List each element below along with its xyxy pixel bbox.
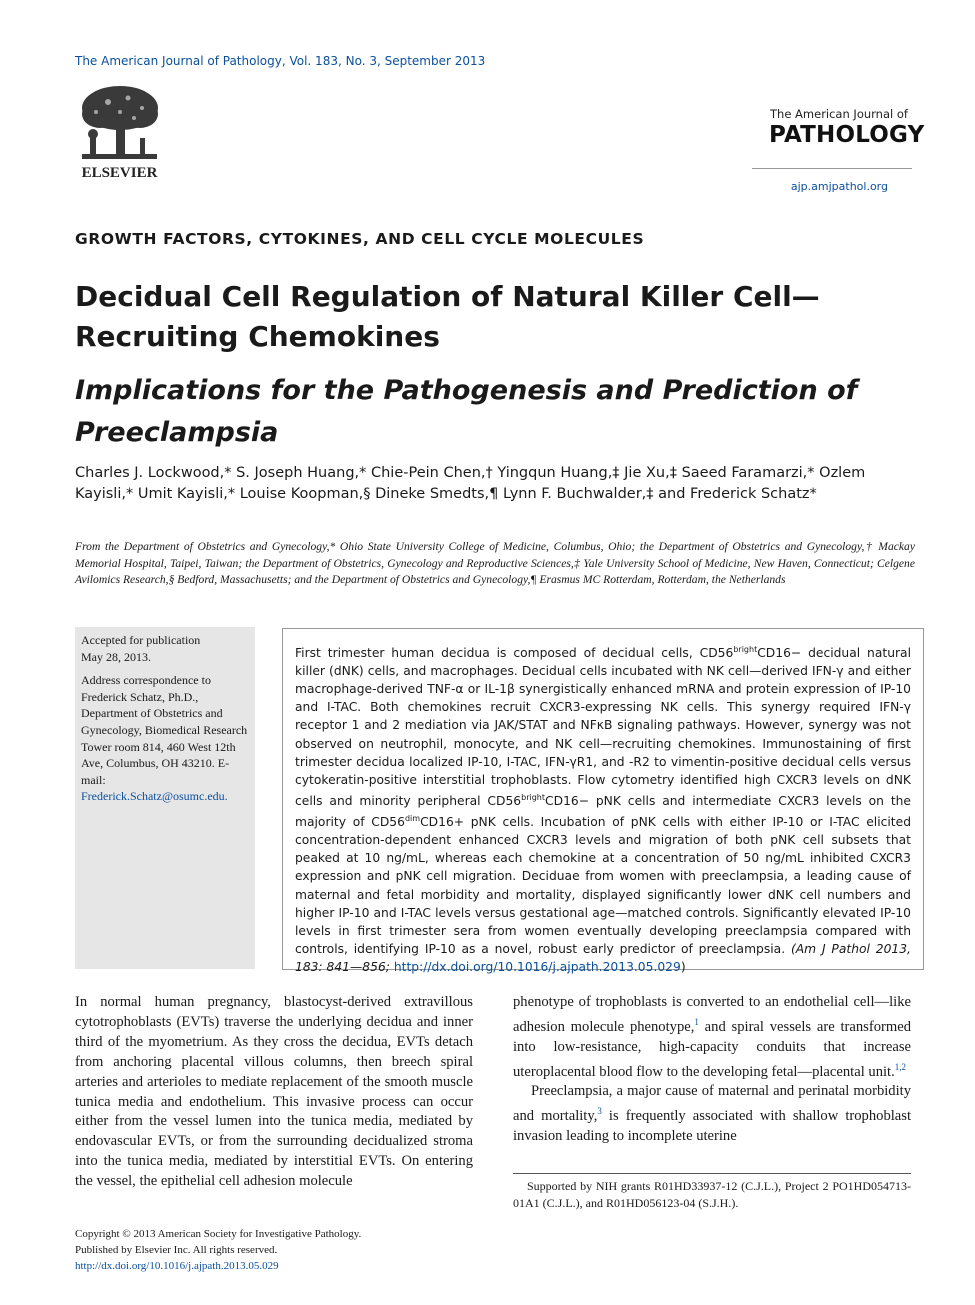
article-info-sidebar — [75, 627, 255, 969]
elsevier-logo — [72, 80, 167, 180]
body-text: is frequently associated with shallow trophoblast invasion leading to incomplete uterine — [513, 1108, 912, 1145]
body-column-left — [75, 993, 473, 1192]
article-title: Decidual Cell Regulation of Natural Killer Cell—Recruiting Chemokines — [75, 280, 820, 353]
journal-citation-line: The American Journal of Pathology, Vol. 183, No. 3, September 2013 — [75, 54, 486, 68]
body-column-right — [513, 993, 911, 1147]
reference-link[interactable]: 1 — [694, 1016, 699, 1027]
abstract-seg-1: First trimester human decidua is composed of decidual cells, CD56 — [295, 646, 734, 661]
reference-link[interactable]: 3 — [597, 1106, 602, 1117]
article-subtitle: Implications for the Pathogenesis and Prediction of Preeclampsia — [75, 375, 858, 448]
author-list: Charles J. Lockwood,* S. Joseph Huang,* Chie-Pein Chen,† Yingqun Huang,‡ Jie Xu,‡ Saeed Faramarzi,* Ozlem Kayisli,* Umit Kayisli,* Louise Koopman,§ Dineke Smedts,¶ Lynn F. Buchwalder,‡ and Frederick Schatz* — [75, 465, 866, 502]
reference-link[interactable]: 1,2 — [894, 1061, 906, 1072]
body-text: phenotype of trophoblasts is converted to an endothelial cell—like adhesion molecule phenotype, — [513, 994, 911, 1035]
funding-footnote: Supported by NIH grants R01HD33937-12 (C.J.L.), Project 2 PO1HD054713-01A1 (C.J.L.), and R01HD056123-04 (S.J.H.). — [513, 1179, 911, 1210]
abstract-close-paren: ) — [680, 959, 686, 974]
section-heading: GROWTH FACTORS, CYTOKINES, AND CELL CYCLE MOLECULES — [75, 230, 645, 248]
body-text: and spiral vessels are transformed into low-resistance, high-capacity conduits that increase uteroplacental blood flow to the developing fetal—placental unit. — [513, 1018, 911, 1080]
page-footer — [75, 1226, 361, 1274]
affiliations: From the Department of Obstetrics and Gynecology,* Ohio State University College of Medicine, Columbus, Ohio; the Department of Obstetrics and Gynecology,† Mackay Memorial Hospital, Taipei, Taiwan; the Department of Obstetrics, Gynecology and Reproductive Sciences,‡ Yale University School of Medicine, New Haven, Connecticut; Celgene Avilomics Research,§ Bedford, Massachusetts; and the Department of Obstetrics and Gynecology,¶ Erasmus MC Rotterdam, Rotterdam, the Netherlands — [75, 540, 915, 586]
abstract-seg-3: CD16− pNK cells and intermediate CXCR3 levels on the majority of CD56 — [295, 793, 911, 830]
body-paragraph — [513, 1082, 911, 1147]
abstract-doi-link[interactable]: http://dx.doi.org/10.1016/j.ajpath.2013.05.029 — [393, 959, 681, 974]
correspondence-text: Address correspondence to Frederick Schatz, Ph.D., Department of Obstetrics and Gynecology, Biomedical Research Tower room 814, 460 West 12th Ave, Columbus, OH 43210. — [81, 673, 248, 771]
accepted-label: Accepted for publication — [81, 633, 201, 647]
brand-journal-small: The American Journal of — [770, 107, 908, 121]
elsevier-tree-icon — [72, 80, 167, 180]
brand-divider — [752, 168, 912, 169]
abstract-sup-3: dim — [404, 814, 421, 824]
copyright-line: Copyright © 2013 American Society for Investigative Pathology. — [75, 1228, 362, 1240]
svg-text:ELSEVIER: ELSEVIER — [81, 165, 158, 180]
brand-journal-name: PATHOLOGY — [769, 122, 925, 148]
body-paragraph — [513, 993, 911, 1082]
abstract-seg-2: CD16− decidual natural killer (dNK) cells, and macrophages. Decidual cells incubated with NK cell—derived IFN-γ and either macrophage-derived TNF-α or IL-1β synergistically enhanced mRNA and protein expression of IP-10 and I-TAC. Both chemokines recruit CXCR3-expressing NK cells. This synergy required IFN-γ receptor 1 and 2 mediation via JAK/STAT and NFκB signaling pathways. However, synergy was not observed on neutrophil, monocyte, and NK cell—recruiting chemokines. Immunostaining of first trimester decidua localized IP-10, I-TAC, IFN-γR1, and -R2 to vimentin-positive decidual cells versus cytokeratin-positive interstitial trophoblasts. Flow cytometry identified high CXCR3 levels on dNK cells and minority peripheral CD56 — [295, 646, 912, 808]
journal-url-link[interactable]: ajp.amjpathol.org — [790, 180, 888, 193]
accepted-date: May 28, 2013. — [81, 649, 151, 664]
publisher-line: Published by Elsevier Inc. All rights reserved. — [75, 1244, 278, 1256]
body-paragraph: In normal human pregnancy, blastocyst-derived extravillous cytotrophoblasts (EVTs) traverse the underlying decidua and inner third of the myometrium. As they cross the decidua, EVTs detach from anchoring placental villous columns, then breech spiral arteries and arterioles to mediate replacement of the smooth muscle tunica media and endothelium. This invasive process can occur either from the vessel lumen into the tunica media, mediated by endovascular EVTs, or from the surrounding decidualized stroma into the tunica media, mediated by interstitial EVTs. On entering the vessel, the epithelial cell adhesion molecule — [75, 994, 473, 1190]
footer-doi-link[interactable]: http://dx.doi.org/10.1016/j.ajpath.2013.05.029 — [75, 1260, 279, 1272]
abstract-citation: (Am J Pathol 2013, 183: 841—856; — [295, 941, 911, 974]
correspondence-email-link[interactable]: Frederick.Schatz@osumc.edu. — [81, 789, 228, 804]
abstract-box — [282, 628, 924, 974]
footnote-divider — [513, 1173, 911, 1174]
body-text: Preeclampsia, a major cause of maternal and perinatal morbidity and mortality, — [513, 1083, 911, 1125]
abstract-text — [283, 629, 923, 976]
abstract-sup-2: bright — [521, 792, 546, 802]
abstract-seg-4: CD16+ pNK cells. Incubation of pNK cells with either IP-10 or I-TAC elicited concentration-dependent enhanced CXCR3 levels and migration of both pNK cell subsets that peaked at 10 ng/mL, whereas each chemokine at a concentration of 50 ng/mL inhibited CXCR3 expression and pNK cell migration. Deciduae from women with preeclampsia, a leading cause of maternal and fetal morbidity and mortality, displayed significantly lower dNK cell numbers and higher IP-10 and I-TAC levels versus gestational age—matched controls. Significantly elevated IP-10 levels in first trimester sera from women eventually developing preeclampsia compared with controls, identifying IP-10 as a novel, robust early predictor of preeclampsia. — [295, 815, 911, 956]
abstract-sup-1: bright — [733, 645, 758, 654]
email-label: E-mail: — [81, 756, 230, 787]
